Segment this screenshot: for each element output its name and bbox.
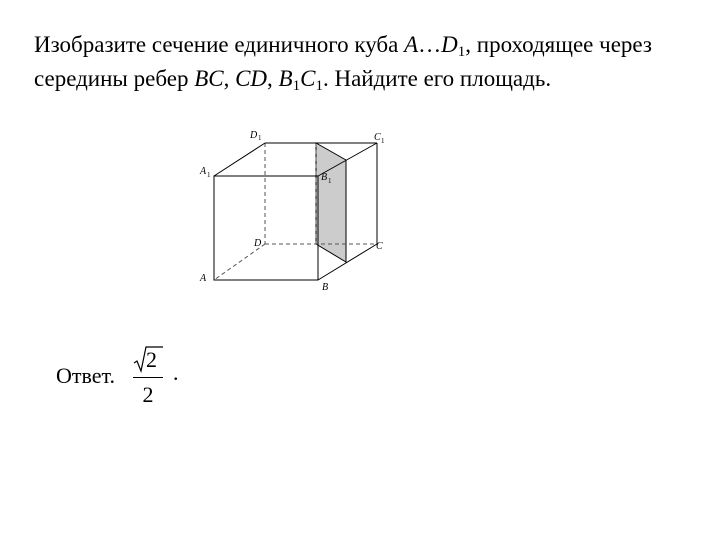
vertex-a: A (404, 32, 419, 57)
visible-edges (214, 143, 377, 280)
edge-b1c1-c-subscript: 1 (315, 78, 323, 94)
edge-b1c1-b: B (278, 66, 293, 91)
label-a1-sub: 1 (207, 171, 211, 179)
separator: , (267, 66, 279, 91)
label-d1-sub: 1 (258, 134, 262, 142)
problem-text-4: . Найдите его площадь. (322, 66, 552, 91)
label-c1: C (374, 132, 381, 143)
edge-b1c1-c: C (300, 66, 316, 91)
label-c: C (376, 241, 383, 252)
label-b: B (322, 282, 329, 293)
label-d1: D (250, 130, 258, 141)
fraction-numerator (133, 345, 163, 375)
edge-b1c1-b-subscript: 1 (292, 78, 301, 94)
vertex-d: D (441, 32, 458, 57)
problem-text-1: Изобразите сечение единичного куба (34, 32, 405, 57)
fraction-bar (133, 377, 163, 378)
numerator-value: 2 (146, 347, 157, 372)
label-b1-sub: 1 (328, 177, 332, 185)
separator: , (223, 66, 236, 91)
ellipsis: … (418, 32, 442, 57)
label-c1-sub: 1 (381, 137, 385, 145)
fraction-denominator: 2 (142, 382, 154, 407)
label-a: A (200, 273, 207, 284)
vertex-d-subscript: 1 (457, 44, 466, 60)
answer-period: . (173, 360, 179, 385)
answer-label: Ответ. (56, 363, 115, 388)
problem-text-3: середины ребер (34, 66, 195, 91)
label-d: D (254, 238, 262, 249)
edge-cd: CD (235, 66, 268, 91)
answer-fraction (133, 345, 163, 408)
edge-bc: BC (194, 66, 224, 91)
label-b1: B (321, 172, 328, 183)
problem-text-2: , проходящее через (465, 32, 652, 57)
label-a1: A (200, 166, 207, 177)
